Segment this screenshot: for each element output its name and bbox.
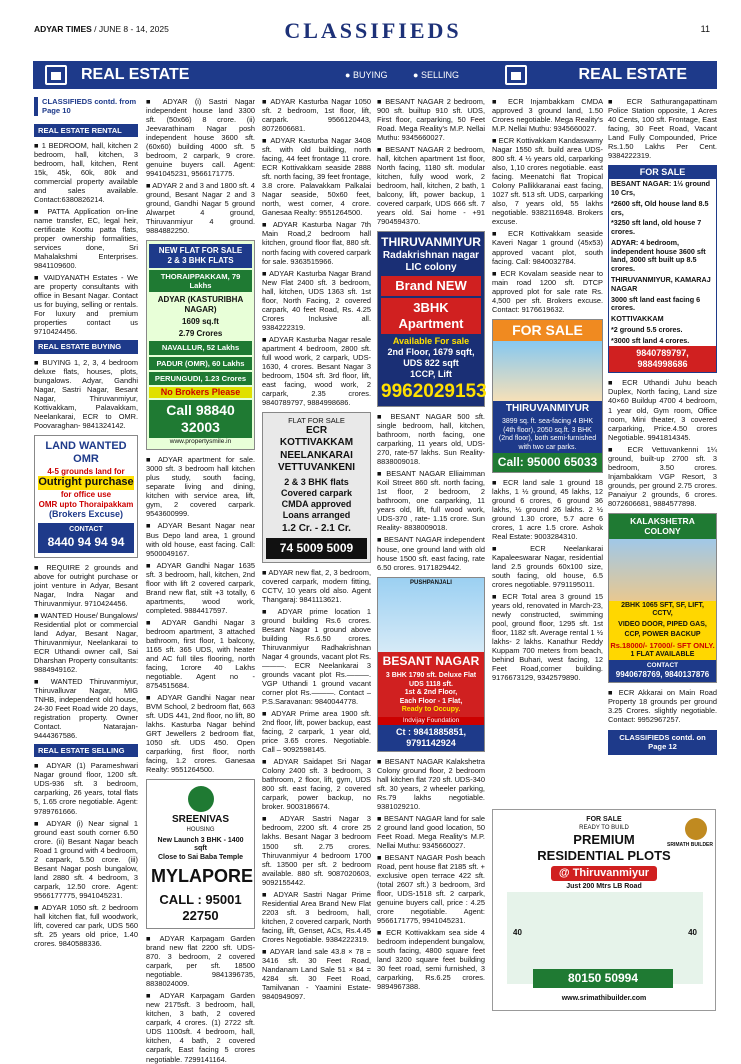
classified-ad: ■ ECR Kovalam seaside near to main road 1200 sft. DTCP approved plot for sale rate Rs. 4,500 per sft. Brokers excuse. Contact: 9176619632. — [492, 268, 603, 314]
classified-ad: ■ BUYING 1, 2, 3, 4 bedroom deluxe flats, houses, plots, bungalows. Adyar, Gandhi Nagar, Sastri Nagar, Besant Nagar, Thiruvanmiyur, Kottivakkam, Palavakkam, Neelankarai, ECR to OMR. Poovaraghan- 9841324142. — [34, 357, 138, 430]
classified-ad: ■ ADYAR (i) Near signal 1 ground east south corner 6.50 crore. (ii) Besant Nagar beach Road 1 ground with 4 bedroom, 2 carpark, 5.50 crore. (iii) Besant Nagar posh bungalow, land 2880 sft. 4 bedroom, 3 carpark, 12.50 crore. Agent: 9566177775, 9941045231. — [34, 818, 138, 900]
continued-on: CLASSIFIEDS contd. on Page 12 — [608, 730, 717, 755]
classified-ad: ■ REQUIRE 2 grounds and above for outright purchase or joint venture in Adyar, Besant Nagar, Indra Nagar and Thiruvanmiyur. 9710424456. — [34, 562, 138, 608]
sreenivas-logo-icon — [188, 786, 214, 812]
phone-number: Ct : 9841885851, 9791142924 — [378, 725, 484, 751]
classified-ad: ■ ECR Total area 3 ground 15 years old, renovated in March-23, newly constructed, swimming pool, ground floor, 1295 sft. 1st floor, 1182 sft. Average rental 1 ½ lakhs- 2 lakhs. Kanathur Reddy Kuppam 700 meters from beach, behind Buhari, west facing, 12 Feet Road,corner building. 9176673129, 9342579890. — [492, 592, 603, 683]
classified-ad: ■ ECR Akkarai on Main Road Property 18 grounds per ground 3.25 Crores. slightly negotiable. Contact: 9952967257. — [608, 688, 717, 725]
classified-ad: ■ BESANT NAGAR independent house, one ground land with old house 1500 sft. east facing, rate 6.50 crores. 9171829442. — [377, 535, 485, 572]
ecr-flat-ad: FLAT FOR SALE ECR KOTTIVAKKAM NEELANKARAI VETTUVANKENI 2 & 3 BHK flats Covered carpark CMDA approved Loans arranged 1.2 Cr. - 2.1 Cr. 74 5009 5009 — [262, 412, 371, 563]
phone-number: Call: 95000 65033 — [493, 453, 602, 472]
classified-ad: ■ 1 BEDROOM, hall, kitchen 2 bedroom, hall, kitchen, 3 bedroom, hall, kitchen, Rent 15k, 45k, 60k, 80k and commercial property available and sales available. Contact:6380826214. — [34, 140, 138, 204]
classified-ad: ■ BESANT NAGAR Posh beach Road, pent house flat 2185 sft. + exclusive open terrace 422 sft. (total 2607 sft.) 3 bedroom, 3rd floor, UDS-1518 sft. 2 carpark, genuine buyers call, price : 4.25 crore negotiable. Agent: 9566171775, 9941045231. — [377, 853, 485, 926]
classified-ad: ■ ADYAR Saidapet Sri Nagar Colony 2400 sft. 3 bedroom, 3 bathroom, 2 floor, lift, gym, UDS 800 sft. east facing, 2 covered carpark, power backup, no broker. 9003186674. — [262, 757, 371, 812]
phone-number: Call 98840 32003 — [149, 400, 252, 438]
band-title-right: REAL ESTATE — [578, 66, 687, 83]
section-title: CLASSIFIEDS — [284, 18, 462, 43]
phone-number: 9840789797, 9884998686 — [609, 346, 716, 372]
classified-ad: ■ BESANT NAGAR Elliaimman Koil Street 860 sft. north facing, 1st floor, 2 bedroom, 2 bathroom, one carparking, 11 years old, lift, full wood work, UDS-370 , rate- 1.15 crore. Sun Reality- 8838009018. — [377, 469, 485, 533]
classified-ad: ■ ADYAR (1) Parameshwari Nagar ground floor, 1200 sft. UDS-936 sft. 3 bedroom, carparking, 26 years, total flats 5, 1.65 crore negotiable. Agent: 9789761666. — [34, 761, 138, 816]
building-image — [609, 539, 716, 601]
building-image — [493, 341, 602, 401]
publication-info — [34, 24, 169, 34]
classified-ad: ■ ADYAR Gandhi Nagar 1635 sft. 3 bedroom, hall, kitchen, 2nd floor with lift 2 covered carpark, Brand new flat, stilt +3 totally, 6 apartments, wood work, completed. 9884417597. — [146, 560, 255, 615]
building-image: PUSHPANJALI — [378, 578, 484, 652]
column-4 — [377, 97, 485, 1012]
column-2 — [146, 97, 256, 1064]
house-icon — [45, 65, 67, 85]
classified-ad: ■ ADYAR Sastri Nagar Prime Residential Area Brand New Flat 2203 sft. 3 bedroom, hall, kitchen, 2 covered carpark, North facing, lift, Genset, ACs, Rs.4.45 Crores Negotiable. 9384222319. — [262, 889, 372, 944]
column-5 — [492, 97, 603, 802]
plot-layout-image: 40 40 — [507, 892, 703, 984]
thiruvanmiyur-apartment-ad: THIRUVANMIYUR Radakrishnan nagar LIC colony Brand NEW 3BHK Apartment Available For sale 2nd Floor, 1679 sqft, UDS 822 sqft 1CCP, Lift 9962029153 — [377, 231, 485, 407]
classified-ad: ■ ADYAR prime location 1 ground building Rs.6 crores. Besant Nagar 1 ground above building Rs.6.50 crores. Thiruvanmiyur Radhakrishnan Nagar 4 grounds, vacant plot Rs.———. ECR Neelankarai 3 grounds vacant plot Rs.———. VGP Uthandi 1 ground vacant corner plot Rs.———. Contact – P.S.Saravanan: 9840044778. — [262, 606, 371, 707]
classified-ad: ■ ADYAR Kasturba Nagar resale apartment 4 bedroom, 2800 sft. full wood work, 2 carpark, UDS-1630, 4 crores. Besant Nagar 3 bedroom, 1504 sft. 3rd floor, lift, east facing, wood work, 2 carpark, 2.35 crores. 9840789797, 9884998686. — [262, 334, 372, 407]
classified-ad: ■ ADYAR Gandhi Nagar near BVM School, 2 bedroom flat, 663 sft. UDS 441, 2nd floor, no lift, 80 lakhs. Kasturba Nagar behind GRT Jewellers 2 bedroom flat, 1050 sft. UDS 450. Open carparking, first floor, north facing, 1.2 crores. Ganesaa Realty: 9551264500. — [146, 693, 256, 775]
classified-ad: ■ ECR Kottivakkam Kandaswamy Nagar 1550 sft. build area UDS-800 sft. 4 ½ years old, carparking also, 1,10 crores negotiable. east facing. Meenatchi flat Tropical Colony Pallikkaranai east facing, 1027 sft. 513 sft. UDS, carparking also, 7 years old, 55 lakhs negotiable. 9382116948. Brokers excuse. — [492, 136, 603, 227]
classified-ad: ■ WANTED House/ Bungalows/ Residential plot or commercial land Adyar, Besant Nagar, Thiruvanmiyur, Neelankarai to ECR Uthandi owner call, Sai Dharshan Property consultants: 9884949162. — [34, 610, 139, 674]
phone-number: 9962029153 — [381, 380, 487, 402]
classified-ad: ■ ADYAR Kasturba Nagar 1050 sft. 2 bedroom, 1st floor, lift, carpark. 9566120443, 8072606681. — [262, 97, 371, 134]
classified-ad: ■ ADYAR Kasturba Nagar 3408 sft. with old building, north facing, 44 feet frontage 11 crore. ECR Kottivakkam seaside 2888 sft. north facing, 39 feet frontage, 3.8 crore. Palavakkam Palkalai Nagar seaside, 50x60 feet, north, west corner, 4 crore. Ganesaa Realty: 9551264500. — [262, 136, 371, 218]
classified-ad: ■ ADYAR apartment for sale. 3000 sft. 3 bedroom hall kitchen plus study, south facing, separate living and dining, kitchen with service area, lift, gym, 2 covered carpark. 9543600999. — [146, 455, 255, 519]
classified-ad: ■ ADYAR Kasturba Nagar 7th Main Road,2 bedroom hall kitchen, ground floor flat, 880 sft. north facing with covered carpark for sale. 9363515966. — [262, 220, 371, 266]
residential-plots-ad: FOR SALE READY TO BUILD PREMIUM RESIDENTIAL PLOTS @ Thiruvanmiyur Just 200 Mtrs LB Road SRIMATH BUILDER 40 40 80150 50994 www.srimathibuilder.com — [492, 809, 716, 1011]
classified-ad: ■ ADYAR Kasturba Nagar Brand New Flat 2400 sft. 3 bedroom, hall, kitchen, UDS 1363 sft. 1st floor, North Facing, 2 covered carpark, 40 feet Road, Rs. 4.25 Crores Inclusive all. 9384222319. — [262, 268, 371, 332]
besant-nagar-flat-ad: PUSHPANJALI BESANT NAGAR 3 BHK 1790 sft. Deluxe Flat UDS 1118 sft. 1st & 2nd Floor, Each Floor - 1 Flat, Ready to Occupy. Indvijay Foundation Ct : 9841885851, 9791142924 — [377, 577, 485, 752]
band-title-left: REAL ESTATE — [81, 66, 190, 83]
real-estate-band — [33, 61, 717, 89]
classified-ad: ■ ADYAR Besant Nagar near Bus Depo land area, 1 ground with old house, east facing. Call: 9500049167. — [146, 521, 256, 558]
classified-ad: ■ ADYAR Karpagam Garden brand new flat 2200 sft. UDS-870. 3 bedroom, 2 covered carpark, per sft. 18500 negotiable. 9841396735, 8838024009. — [146, 934, 255, 989]
phone-number: CALL : 95001 22750 — [159, 892, 242, 924]
classified-ad: ■ ECR Kottivakkam sea side 4 bedroom independent bungalow, south facing, 4800 square feet land 3200 square feet building 30 feet road, semi furnished, 3 carparking, Rs.6.25 crores. 9894967388. — [377, 928, 485, 992]
publication-name: ADYAR TIMES — [34, 24, 92, 34]
classified-ad: ■ WANTED Thiruvanmiyur, Thiruvalluvar Nagar, MIG TNHB, independent old house, 24-30 Feet Road wide 20 days, registration property. Owner Contact. Natarajan-9444367586. — [34, 676, 138, 741]
builder-logo-icon — [685, 818, 707, 840]
phone-number: 80150 50994 — [533, 969, 673, 988]
classified-ad: ■ ADYAR land sale 43.8 × 78 = 3416 sft. 30 Feet Road, Nandanam Land Sale 51 × 84 = 4284 sft. 30 Feet Road, Tamilvanan - Yaamini Estate-9840949097. — [262, 946, 371, 1002]
classified-ad: ■ ECR Uthandi Juhu beach Duplex, North facing, Land size 40×60 Buildup 4700 4 bedroom, 1 year old, Gym room, Office room, Mini theater, 3 covered carparking, Price.4.50 crores Negotiable. 9941814345. — [608, 378, 717, 442]
column-6 — [608, 97, 717, 802]
section-header-selling: REAL ESTATE SELLING — [34, 744, 138, 757]
kalakshetra-colony-ad: KALAKSHETRA COLONY 2BHK 1065 SFT, SF, LIFT, CCTV, VIDEO DOOR, PIPED GAS, CCP, POWER BACKUP Rs.18000/- 17000/- SFT ONLY. 1 FLAT AVAILABLE CONTACT 9940678769, 9840137876 — [608, 513, 717, 683]
thiruvanmiyur-for-sale-ad: FOR SALE THIRUVANMIYUR 3899 sq. ft. sea-facing 4 BHK (4th floor), 2050 sq.ft. 3 BHK (2nd floor), both semi-furnished with two car parks. Call: 95000 65033 — [492, 319, 603, 473]
classified-ad: ■ VAIDYANATH Estates - We are property consultants with office in Besant Nagar. Contact us for buying, selling or rentals. For luxury and premium properties contact us 9710424456. — [34, 273, 138, 337]
classified-ad: ■ ADYAR Karpagam Garden new 2175sft. 3 bedroom, hall, kitchen, 3 bath, 2 covered carpark, 4 crores. (1) 2722 sft. UDS 1100sft. 4 bedroom, hall, kitchen, 4 bath, 2 covered carpark, East facing 5 crores negotiable. 7299141164. — [146, 991, 255, 1064]
classified-ad: ■ BESANT NAGAR 500 sft. single bedroom, hall, kitchen, bathroom, north facing, one carparking, 11 years old, UDS-270, rate-57 lakhs. Sun Reality- 8838009018. — [377, 412, 485, 467]
classified-ad: ■ ECR Vettuvankenni 1¼ ground, built-up 2700 sft. 3 bedroom, 3.50 crores. Injambakkam VGP Resort, 3 grounds, per ground 2.75 crores. Panaiyur 2 grounds, 6 crores. 8072606681, 9884577898. — [608, 444, 717, 508]
classified-ad: ■ ECR Injambakkam CMDA approved 3 ground land, 1.50 Crores negotiable. Mega Reality's M.P. Nellai Muthu: 9345660027. — [492, 97, 603, 134]
selling-tag: ● SELLING — [413, 70, 459, 80]
classified-ad: ■ ADYAR 2 and 3 and 1800 sft. 4 ground, Besant Nagar 2 and 3 ground, Gandhi Nagar 5 ground Alwarpet 4 ground, Thiruvanmiyur 4 ground. 9884882250. — [146, 181, 256, 236]
classified-ad: ■ ECR Kottivakkam seaside Kaveri Nagar 1 ground (45x53) approved vacant plot, south facing. Call: 9840032784. — [492, 229, 603, 266]
classified-ad: ■ ECR land sale 1 ground 18 lakhs, 1 ½ ground, 45 lakhs, 12 ground 6 crores, 6 ground 36 lakhs, ½ ground 26 lakhs. 2 ½ ground 1.30 crore, 5.7 acre 6 crores, 1 acre 1.5 crore. Ashok Real Estate: 9003284310. — [492, 477, 603, 541]
classified-ad: ■ ADYAR new flat, 2, 3 bedroom, covered carpark, modern fitting, CCTV, 10 years old also. Agent Thangaraj: 9841113621. — [262, 567, 372, 604]
new-flat-ad: NEW FLAT FOR SALE 2 & 3 BHK FLATS THORAIPPAKKAM, 79 Lakhs ADYAR (KASTURIBHA NAGAR) 1609 sq.ft 2.79 Crores NAVALLUR, 52 Lakhs PADUR (OMR), 60 Lakhs PERUNGUDI, 1.23 Crores No Brokers Please Call 98840 32003 www.propertysmile.in — [146, 240, 255, 450]
for-sale-box: FOR SALE BESANT NAGAR: 1½ ground 10 Crs, *2600 sft, Old house land 8.5 crs, *3250 sft land, old house 7 crores. ADYAR: 4 bedroom, independent house 3600 sft land, 3000 sft built up 8.5 crores. THIRUVANMIYUR, KAMARAJ NAGAR 3000 sft land east facing 6 crores. KOTTIVAKKAM *2 ground 5.5 crores. *3000 sft land 4 crores. 9840789797, 9884998686 — [608, 165, 717, 373]
issue-date: / JUNE 8 - 14, 2025 — [91, 24, 169, 34]
classified-ad: ■ ADYAR Gandhi Nagar 3 bedroom apartment, 3 attached bathroom, first floor, 1 balcony, 1165 sft. 365 UDS, with heater and AC full tiles flooring, north facing, 1crore 40 Lakhs negotiable. Agent no - 8754515684. — [146, 617, 255, 691]
classified-ad: ■ ADYAR Sastri Nagar 3 bedroom, 2200 sft. 4 crore 25 lakhs. Besant Nagar 3 bedroom 1500 sft. 2.75 crores. Thiruvanmiyur 4 bedroom 1700 sft. 13500 per sft. 2 bedroom available. 880 sft. 9087020603, 9092155442. — [262, 814, 371, 887]
classified-ad: ■ BESANT NAGAR 2 bedroom, 900 sft. builtup 910 sft. UDS, First floor, carparking, 50 Feet Road. Mega Reality's M.P. Nellai Muthu: 9345660027. — [377, 97, 485, 143]
column-3 — [262, 97, 371, 1012]
phone-number: 74 5009 5009 — [266, 538, 367, 559]
buying-tag: ● BUYING — [345, 70, 388, 80]
section-header-rental: REAL ESTATE RENTAL — [34, 124, 138, 137]
classified-ad: ■ ECR Neelankarai Kapaleeswarar Nagar, residential land 2.5 grounds 60x100 size, south facing, old house, 6.5 crores negotiable. 9791195011. — [492, 543, 603, 590]
classified-ad: ■ ADYAR (i) Sastri Nagar independent house land 3300 sft. (50x66) 8 crore. (ii) Jeevarathinam Nagar posh independent house 3600 sft. (60x60) building 4000 sft. 5 bedroom, 2 carpark, 9 crore. genuine buyers call. Agent: 9941045231, 9566171775. — [146, 97, 255, 179]
classified-ad: ■ ADYAR 1050 sft. 2 bedroom hall kitchen flat, full woodwork, lift, covered car park, UDS 560 sft. 25 years old price, 1.40 crores. 9840588336. — [34, 902, 138, 948]
classified-ad: ■ PATTA Application on-line name transfer, EC, legal heir, certificate Koottu patta flats, proper ownership formalities, services done, Sri Mahalakshmi Enterprises. 9841109600. — [34, 206, 138, 271]
house-icon — [505, 65, 527, 85]
page-header — [28, 16, 718, 46]
land-wanted-ad: LAND WANTED OMR 4-5 grounds land for Outright purchase for office use OMR upto Thoraipakkam (Brokers Excuse) CONTACT 8440 94 94 94 — [34, 435, 138, 558]
classified-ad: ■ BESANT NAGAR 2 bedroom, hall, kitchen apartment 1st floor, North facing, 1180 sft. modular kitchen, fully wood work, 2 bedroom, hall, kitchen, 2 bath, 1 balcony, lift, power backup, 1 covered carpark, UDS 666 sft. 7 years old. Sai home - +91 7904594370. — [377, 145, 485, 227]
phone-number: CONTACT 9940678769, 9840137876 — [609, 660, 716, 682]
section-header-buying: REAL ESTATE BUYING — [34, 340, 138, 353]
page-number: 11 — [700, 24, 710, 34]
classified-ad: ■ ADYAR Prime area 1900 sft. 2nd floor, lift, power backup, east facing, 2 carpark, 1 year old, price 3.65 crores. Negotiable. Call – 9092598145. — [262, 709, 371, 755]
classified-ad: ■ BESANT NAGAR land for sale 2 ground land good location, 50 Feet Road. Mega Reality's M.P. Nellai Muthu: 9345660027. — [377, 813, 485, 851]
classified-ad: ■ BESANT NAGAR Kalakshetra Colony ground floor, 2 bedroom hall kitchen flat 720 sft. UDS-340 sft. 30 years, 2 wheeler parking, Rs.79 lakhs negotiable. 9381029210. — [377, 756, 485, 811]
continued-from: CLASSIFIEDS contd. from Page 10 — [34, 97, 138, 116]
phone-number: CONTACT 8440 94 94 94 — [38, 523, 134, 552]
column-1 — [34, 97, 138, 1012]
classified-ad: ■ ECR Sathurangapattinam Police Station opposite, 1 Acres 40 Cents, 100 sft. Frontage, East facing, 30 Feet Road, Vacant Land Fully Compounded, Price Rs.1.50 Lakhs Per Cent. 9384222319. — [608, 97, 717, 161]
sreenivas-housing-ad: SREENIVAS HOUSING New Launch 3 BHK - 1400 sqft Close to Sai Baba Temple MYLAPORE CALL : 95001 22750 — [146, 779, 255, 929]
